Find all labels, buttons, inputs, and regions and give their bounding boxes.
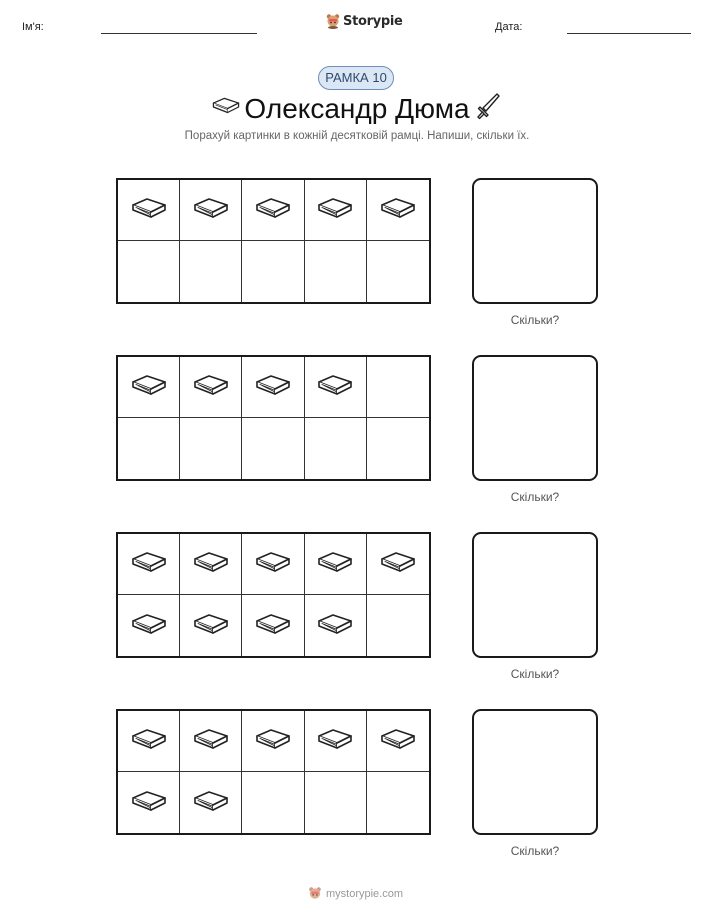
book-icon — [191, 789, 231, 817]
storypie-mascot-icon — [326, 13, 340, 29]
book-icon — [378, 727, 418, 755]
answer-prompt: Скільки? — [510, 844, 560, 858]
ten-frame-cell — [242, 241, 304, 302]
ten-frame-cell — [118, 711, 180, 772]
ten-frame-cell — [305, 180, 367, 241]
answer-prompt: Скільки? — [510, 313, 560, 327]
answer-box[interactable] — [472, 532, 598, 658]
book-icon — [253, 196, 293, 224]
storypie-mascot-icon — [308, 886, 322, 901]
ten-frame-cell — [367, 534, 429, 595]
ten-frame-cell — [242, 357, 304, 418]
book-icon — [129, 727, 169, 755]
date-label: Дата: — [495, 21, 523, 33]
ten-frame-cell — [305, 357, 367, 418]
book-icon — [191, 373, 231, 401]
book-icon — [315, 373, 355, 401]
book-icon — [129, 612, 169, 640]
answer-prompt: Скільки? — [510, 490, 560, 504]
ten-frame-cell — [242, 534, 304, 595]
ten-frame-cell — [242, 418, 304, 479]
ten-frame-cell — [118, 772, 180, 833]
book-icon — [129, 789, 169, 817]
book-icon — [378, 550, 418, 578]
book-icon — [315, 196, 355, 224]
storypie-logo — [326, 13, 403, 29]
ten-frame-cell — [305, 772, 367, 833]
book-icon — [253, 727, 293, 755]
ten-frame-cell — [118, 418, 180, 479]
book-icon — [129, 550, 169, 578]
ten-frame-cell — [180, 534, 242, 595]
ten-frame-cell — [118, 357, 180, 418]
answer-box[interactable] — [472, 178, 598, 304]
book-icon — [253, 612, 293, 640]
answer-prompt: Скільки? — [510, 667, 560, 681]
ten-frame-cell — [367, 711, 429, 772]
book-icon — [315, 550, 355, 578]
book-icon — [315, 612, 355, 640]
answer-box[interactable] — [472, 709, 598, 835]
footer-url: mystorypie.com — [326, 887, 404, 900]
book-icon — [191, 612, 231, 640]
date-line[interactable] — [567, 33, 691, 34]
brand-name: Storypie — [343, 13, 403, 29]
ten-frame-cell — [242, 772, 304, 833]
ten-frame-cell — [180, 772, 242, 833]
ten-frame-cell — [180, 241, 242, 302]
ten-frame-cell — [305, 595, 367, 656]
ten-frame-cell — [367, 357, 429, 418]
book-icon — [191, 196, 231, 224]
ten-frame-cell — [367, 418, 429, 479]
ten-frame — [116, 178, 431, 304]
ten-frame-cell — [305, 418, 367, 479]
ten-frame-cell — [305, 241, 367, 302]
book-icon — [315, 727, 355, 755]
book-icon — [191, 727, 231, 755]
instruction: Порахуй картинки в кожній десятковій рамці. Напиши, скільки їх. — [184, 130, 530, 142]
ten-frame-cell — [118, 180, 180, 241]
name-line[interactable] — [101, 33, 257, 34]
ten-frame — [116, 709, 431, 835]
footer — [308, 886, 403, 901]
ten-frame-cell — [180, 418, 242, 479]
ten-frame-cell — [242, 711, 304, 772]
book-icon — [129, 373, 169, 401]
ten-frame-cell — [180, 180, 242, 241]
ten-frame-cell — [118, 241, 180, 302]
name-label: Ім'я: — [22, 21, 44, 33]
ten-frame — [116, 355, 431, 481]
book-icon — [253, 550, 293, 578]
ten-frame-cell — [305, 711, 367, 772]
book-icon — [191, 550, 231, 578]
ten-frame-cell — [180, 595, 242, 656]
ten-frame — [116, 532, 431, 658]
book-icon — [129, 196, 169, 224]
ten-frame-cell — [180, 357, 242, 418]
ten-frame-cell — [367, 241, 429, 302]
frame-badge: РАМКА 10 — [318, 66, 394, 90]
page-title: Олександр Дюма — [244, 93, 470, 124]
sword-icon — [474, 92, 502, 122]
ten-frame-cell — [118, 595, 180, 656]
ten-frame-cell — [367, 180, 429, 241]
ten-frame-cell — [180, 711, 242, 772]
book-icon — [378, 196, 418, 224]
book-icon — [253, 373, 293, 401]
answer-box[interactable] — [472, 355, 598, 481]
ten-frame-cell — [242, 180, 304, 241]
ten-frame-cell — [118, 534, 180, 595]
ten-frame-cell — [367, 595, 429, 656]
ten-frame-cell — [367, 772, 429, 833]
ten-frame-cell — [242, 595, 304, 656]
ten-frame-cell — [305, 534, 367, 595]
